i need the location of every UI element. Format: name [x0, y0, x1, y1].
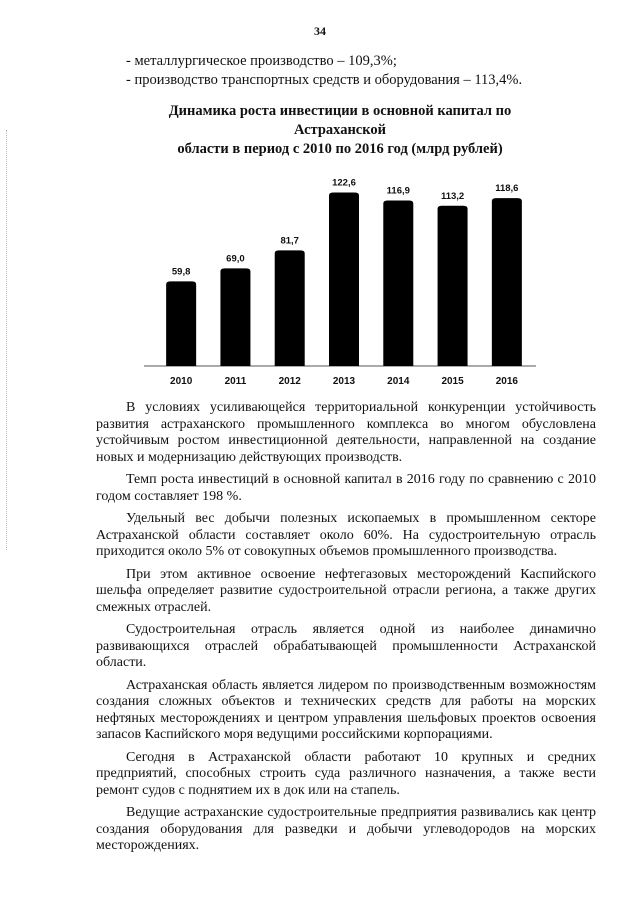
page-edge-mark	[6, 130, 8, 550]
x-tick-label-2015: 2015	[441, 376, 464, 387]
x-tick-label-2013: 2013	[332, 376, 356, 387]
bar-2013	[329, 192, 359, 366]
page-number: 34	[314, 24, 326, 38]
bar-2010	[166, 281, 196, 366]
x-tick-label-2011: 2011	[224, 376, 247, 387]
investment-bar-chart	[140, 160, 540, 392]
data-label-2014: 116,9	[386, 185, 410, 197]
x-tick-label-2012: 2012	[278, 376, 301, 387]
bullet-list	[126, 52, 596, 90]
paragraph: Темп роста инвестиций в основной капитал в 2016 году по сравнению с 2010 годом составляет 198 %.	[96, 472, 596, 504]
chart-title-line: области в период с 2010 по 2016 год (млрд рублей)	[177, 141, 503, 157]
data-label-2012: 81,7	[280, 235, 299, 247]
chart-title	[130, 102, 550, 159]
bar-2014	[383, 201, 413, 366]
paragraph: Астраханская область является лидером по производственным возможностям создания сложных объектов и технических средств для работы на морских нефтяных месторождениях и центром управления шельфовых проектов освоения запасов Каспийского моря ведущими российскими корпорациями.	[96, 677, 596, 742]
x-tick-label-2014: 2014	[387, 376, 410, 387]
bar-2011	[220, 268, 250, 366]
body-text	[96, 400, 596, 861]
data-label-2011: 69,0	[226, 253, 245, 265]
bullet-item: - металлургическое производство – 109,3%;	[126, 53, 397, 69]
x-tick-label-2016: 2016	[495, 376, 518, 387]
paragraph: При этом активное освоение нефтегазовых месторождений Каспийского шельфа определяет развитие судостроительной отрасли региона, а также других смежных отраслей.	[96, 566, 596, 615]
bullet-item: - производство транспортных средств и оборудования – 113,4%.	[126, 72, 523, 88]
bar-2016	[492, 198, 522, 366]
data-label-2016: 118,6	[495, 183, 519, 195]
bar-2015	[438, 206, 468, 366]
bar-2012	[275, 250, 305, 366]
data-label-2015: 113,2	[440, 190, 465, 202]
data-label-2010: 59,8	[171, 266, 191, 278]
x-tick-label-2010: 2010	[170, 376, 193, 387]
chart-title-line: Динамика роста инвестиции в основной капитал по Астраханской	[168, 103, 512, 138]
paragraph: Сегодня в Астраханской области работают 10 крупных и средних предприятий, способных строить суда различного назначения, а также вести ремонт судов с поднятием их в док или на стапель.	[96, 749, 596, 798]
paragraph: В условиях усиливающейся территориальной конкуренции устойчивость развития астраханского промышленного комплекса во многом обусловлена устойчивым ростом инвестиционной деятельности, направленной на создание новых и модернизацию действующих производств.	[96, 400, 596, 465]
paragraph: Судостроительная отрасль является одной из наиболее динамично развивающихся отраслей обрабатывающей промышленности Астраханской области.	[96, 622, 596, 670]
data-label-2013: 122,6	[332, 177, 356, 189]
paragraph: Ведущие астраханские судостроительные предприятия развивались как центр создания оборудования для разведки и добычи углеводородов на морских месторождениях.	[96, 805, 596, 853]
paragraph: Удельный вес добычи полезных ископаемых в промышленном секторе Астраханской области составляет около 60%. На судостроительную отрасль приходится около 5% от совокупных объемов промышленного производства.	[96, 511, 596, 559]
